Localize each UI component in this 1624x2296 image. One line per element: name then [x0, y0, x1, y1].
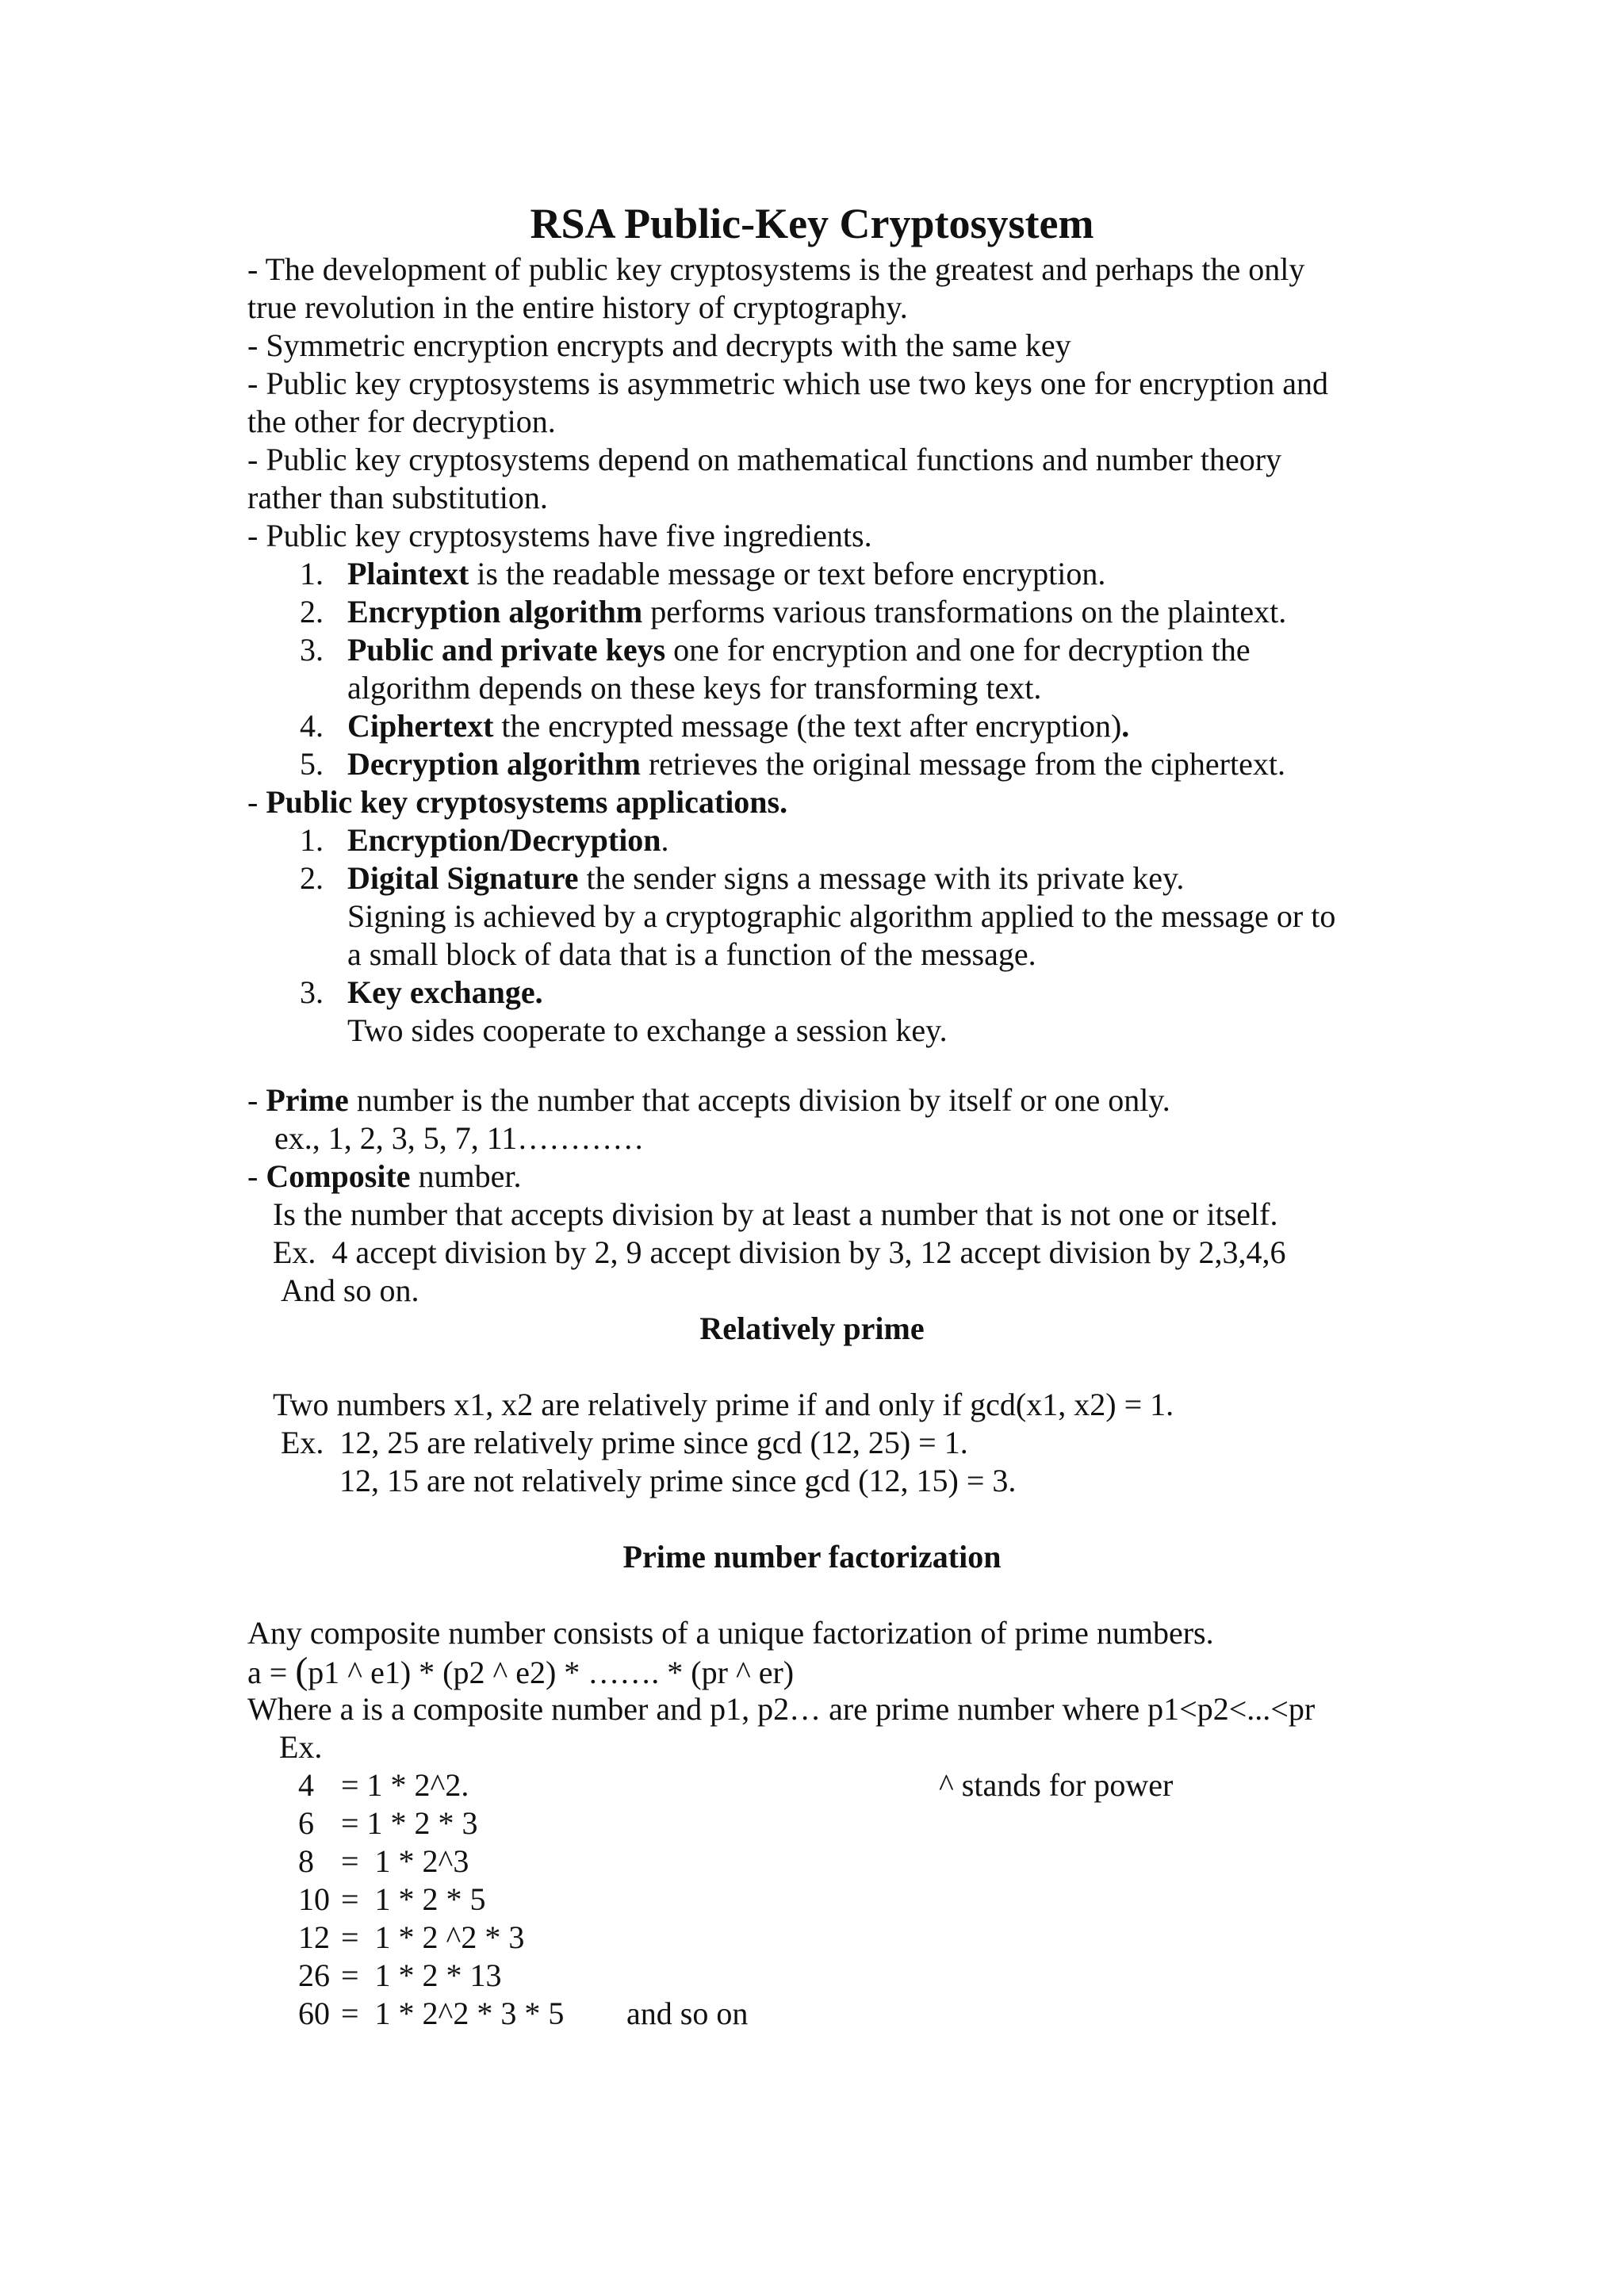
intro-line-4: - Public key cryptosystems is asymmetric which use two keys one for encryption and: [247, 365, 1329, 401]
list-item: [347, 707, 1129, 745]
term: Public and private keys: [347, 632, 666, 668]
term: Decryption algorithm: [347, 746, 641, 782]
composite-definition: Is the number that accepts division by at least a number that is not one or itself.: [273, 1196, 1278, 1232]
example-equation: = 1 * 2^3: [341, 1843, 469, 1879]
example-number: 8: [298, 1843, 314, 1879]
example-number: 4: [298, 1767, 314, 1803]
list-number: 1.: [300, 822, 324, 858]
term: Encryption algorithm: [347, 594, 643, 629]
intro-line-8: - Public key cryptosystems have five ingredients.: [247, 518, 872, 553]
factorization-statement: Any composite number consists of a unique factorization of prime numbers.: [247, 1615, 1214, 1651]
factorization-formula: a = (p1 ^ e1) * (p2 ^ e2) * ……. * (pr ^ er): [247, 1650, 795, 1692]
relatively-prime-definition: Two numbers x1, x2 are relatively prime if and only if gcd(x1, x2) = 1.: [273, 1387, 1174, 1422]
factorization-heading: Prime number factorization: [622, 1539, 1002, 1575]
list-number: 1.: [300, 556, 324, 591]
intro-line-1: - The development of public key cryptosystems is the greatest and perhaps the only: [247, 251, 1305, 287]
factorization-example-label: Ex.: [279, 1729, 323, 1765]
composite-heading: - Composite number.: [247, 1158, 522, 1194]
intro-line-7: rather than substitution.: [247, 480, 548, 515]
term: Key exchange.: [347, 974, 543, 1010]
relatively-prime-example-2: 12, 15 are not relatively prime since gcd (12, 15) = 3.: [339, 1463, 1017, 1498]
intro-line-2: true revolution in the entire history of cryptography.: [247, 289, 908, 325]
example-equation: = 1 * 2^2.: [341, 1767, 469, 1803]
list-number: 5.: [300, 746, 324, 782]
list-item-continuation: algorithm depends on these keys for transforming text.: [347, 670, 1042, 706]
example-equation: = 1 * 2 * 13: [341, 1957, 502, 1993]
list-number: 4.: [300, 708, 324, 744]
example-number: 26: [298, 1957, 330, 1993]
example-number: 60: [298, 1996, 330, 2031]
term: Encryption/Decryption: [347, 822, 661, 858]
list-item: [347, 745, 1285, 783]
power-note: ^ stands for power: [939, 1767, 1174, 1803]
list-item: [347, 631, 1251, 669]
term: Digital Signature: [347, 860, 579, 896]
example-equation: = 1 * 2 ^2 * 3: [341, 1919, 525, 1955]
definition: is the readable message or text before encryption.: [469, 556, 1106, 591]
applications-heading: - Public key cryptosystems applications.: [247, 784, 788, 820]
list-item: Encryption/Decryption.: [347, 822, 669, 858]
composite-example: Ex. 4 accept division by 2, 9 accept division by 3, 12 accept division by 2,3,4,6: [273, 1234, 1286, 1270]
intro-line-5: the other for decryption.: [247, 404, 556, 439]
prime-example: ex., 1, 2, 3, 5, 7, 11…………: [274, 1120, 645, 1156]
list-number: 3.: [300, 632, 324, 668]
composite-and-so-on: And so on.: [281, 1272, 419, 1308]
example-equation: = 1 * 2 * 5: [341, 1881, 486, 1917]
factorization-explanation: Where a is a composite number and p1, p2… are prime number where p1<p2<...<pr: [247, 1691, 1316, 1727]
list-number: 2.: [300, 594, 324, 629]
relatively-prime-example-1: Ex. 12, 25 are relatively prime since gcd (12, 25) = 1.: [281, 1425, 968, 1460]
term: Plaintext: [347, 556, 469, 591]
list-item: [347, 593, 1286, 631]
example-number: 6: [298, 1805, 314, 1841]
example-equation: = 1 * 2 * 3: [341, 1805, 478, 1841]
definition: one for encryption and one for decryption the: [665, 632, 1251, 668]
period: .: [1121, 708, 1130, 744]
page-title: RSA Public-Key Cryptosystem: [530, 200, 1094, 247]
list-item-continuation: a small block of data that is a function of the message.: [347, 936, 1036, 972]
term: Ciphertext: [347, 708, 494, 744]
prime-definition: - Prime number is the number that accepts division by itself or one only.: [247, 1082, 1170, 1118]
intro-line-3: - Symmetric encryption encrypts and decrypts with the same key: [247, 327, 1071, 363]
definition: the encrypted message (the text after encryption): [493, 708, 1122, 744]
example-number: 12: [298, 1919, 330, 1955]
list-number: 3.: [300, 974, 324, 1010]
definition: performs various transformations on the plaintext.: [642, 594, 1287, 629]
list-number: 2.: [300, 860, 324, 896]
and-so-on: and so on: [626, 1996, 749, 2031]
intro-line-6: - Public key cryptosystems depend on mathematical functions and number theory: [247, 442, 1282, 477]
list-item-continuation: Signing is achieved by a cryptographic algorithm applied to the message or to: [347, 898, 1336, 934]
example-number: 10: [298, 1881, 330, 1917]
list-item-continuation: Two sides cooperate to exchange a session key.: [347, 1012, 948, 1048]
relatively-prime-heading: Relatively prime: [699, 1311, 925, 1346]
list-item: [347, 555, 1105, 593]
definition: retrieves the original message from the ciphertext.: [640, 746, 1285, 782]
example-equation: = 1 * 2^2 * 3 * 5: [341, 1996, 565, 2031]
list-item: Digital Signature the sender signs a message with its private key.: [347, 860, 1185, 896]
list-item: [347, 974, 543, 1012]
